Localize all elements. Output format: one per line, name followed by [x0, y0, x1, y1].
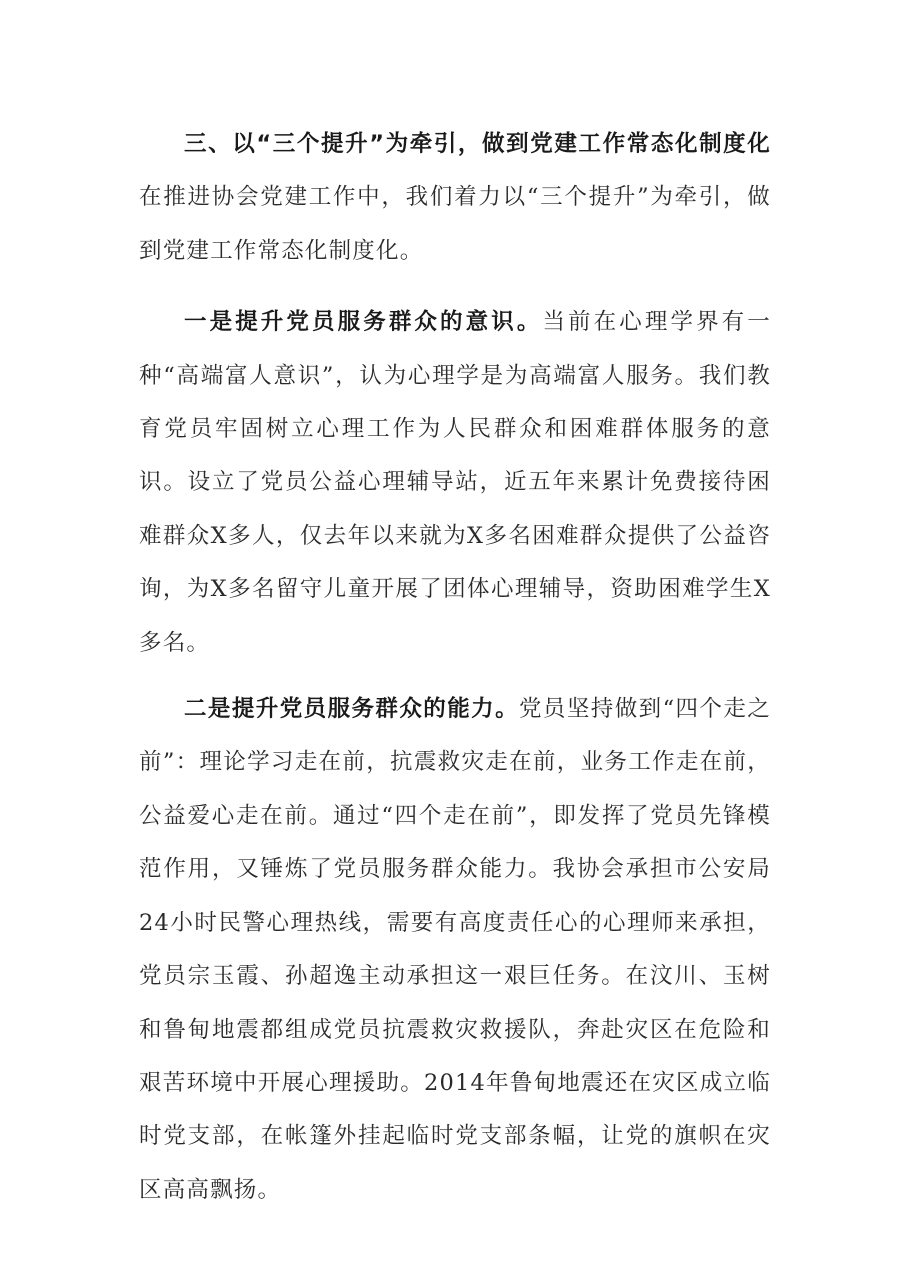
point-one-text: 当前在心理学界有一种“高端富人意识”，认为心理学是为高端富人服务。我们教育党员牢固树立心理工作为人民群众和困难群体服务的意识。设立了党员公益心理辅导站，近五年来累计免费接待困难群众X多人，仅去年以来就为X多名困难群众提供了公益咨询，为X多名留守儿童开展了团体心理辅导，资助困难学生X多名。	[139, 309, 771, 656]
point-two-lead: 二是提升党员服务群众的能力。	[184, 696, 519, 723]
section-intro-text: 在推进协会党建工作中，我们着力以“三个提升”为牵引，做到党建工作常态化制度化。	[139, 184, 771, 264]
point-one-lead: 一是提升党员服务群众的意识。	[184, 309, 543, 336]
section-three-paragraph	[139, 118, 771, 278]
point-two-text: 党员坚持做到“四个走之前”：理论学习走在前，抗震救灾走在前，业务工作走在前，公益爱心走在前。通过“四个走在前”，即发挥了党员先锋模范作用，又锤炼了党员服务群众能力。我协会承担市公安局24小时民警心理热线，需要有高度责任心的心理师来承担，党员宗玉霞、孙超逸主动承担这一艰巨任务。在汶川、玉树和鲁甸地震都组成党员抗震救灾救援队，奔赴灾区在危险和艰苦环境中开展心理援助。2014年鲁甸地震还在灾区成立临时党支部，在帐篷外挂起临时党支部条幅，让党的旗帜在灾区高高飘扬。	[139, 696, 771, 1203]
point-one-paragraph	[139, 296, 771, 670]
section-heading: 三、以“三个提升”为牵引，做到党建工作常态化制度化	[184, 131, 771, 157]
point-two-paragraph	[139, 683, 771, 1217]
document-body	[139, 118, 771, 1230]
